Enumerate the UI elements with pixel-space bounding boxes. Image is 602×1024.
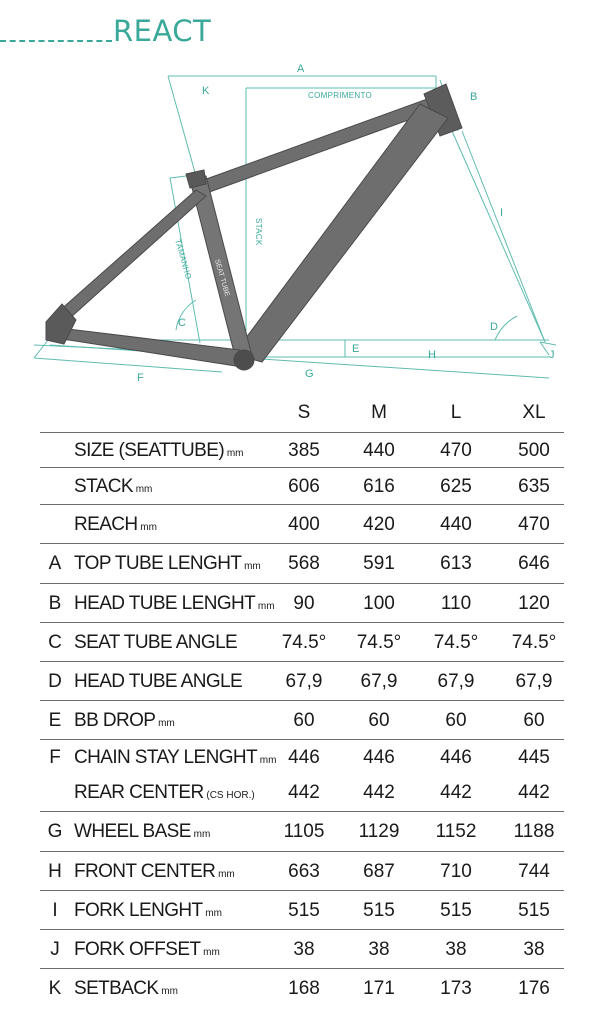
cell-value: 440 (363, 440, 395, 461)
table-row (40, 504, 564, 544)
seat-tube-text: SEAT TUBE (213, 258, 231, 298)
cell-value: 60 (523, 710, 545, 731)
label-i: I (500, 207, 504, 219)
cell-value: 74.5° (281, 632, 327, 653)
table-row (40, 890, 564, 930)
cell-value: 60 (445, 710, 467, 731)
label-d: D (490, 321, 498, 333)
cell-value: 38 (368, 939, 390, 960)
row-label-text: HEAD TUBE LENGHT (74, 593, 256, 614)
row-label-text: FORK LENGHT (74, 900, 203, 921)
label-e: E (352, 343, 360, 355)
cell-value: 74.5° (511, 632, 557, 653)
row-label-text: HEAD TUBE ANGLE (74, 671, 243, 692)
table-row (40, 543, 564, 584)
size-header-m: M (371, 402, 387, 423)
row-label (74, 662, 242, 704)
table-row (40, 811, 564, 852)
cell-value: 168 (288, 978, 320, 999)
cell-value: 385 (288, 440, 320, 461)
cell-value: 67,9 (437, 671, 475, 692)
row-label (74, 891, 222, 933)
cell-value: 591 (363, 553, 395, 574)
dimension-line-f (34, 358, 222, 372)
label-a: A (297, 63, 305, 75)
row-letter: D (48, 671, 62, 692)
row-unit: mm (224, 448, 244, 459)
cell-value: 446 (440, 747, 472, 768)
cell-value: 635 (518, 476, 550, 497)
row-letter: C (48, 632, 62, 653)
cell-value: 120 (518, 593, 550, 614)
row-unit: mm (132, 484, 153, 495)
row-label (74, 812, 210, 855)
cell-value: 442 (363, 782, 395, 803)
label-comprimento: COMPRIMENTO (308, 91, 373, 100)
cell-value: 100 (363, 593, 395, 614)
table-row (40, 774, 564, 811)
row-unit: mm (158, 986, 178, 997)
cell-value: 38 (445, 939, 467, 960)
label-h: H (428, 349, 436, 361)
size-header-s: S (297, 402, 311, 423)
cell-value: 442 (288, 782, 320, 803)
bottom-bracket (234, 350, 254, 370)
row-label-text: FRONT CENTER (74, 861, 216, 882)
cell-value: 442 (518, 782, 550, 803)
label-k: K (202, 85, 210, 97)
cell-value: 440 (440, 514, 472, 535)
cell-value: 515 (440, 900, 472, 921)
row-label (74, 969, 178, 1012)
cell-value: 38 (293, 939, 315, 960)
cell-value: 400 (288, 514, 320, 535)
row-label (74, 584, 275, 626)
row-unit: mm (241, 561, 261, 572)
size-header-l: L (450, 402, 462, 423)
cell-value: 744 (518, 861, 550, 882)
row-letter: B (48, 593, 62, 614)
cell-value: 67,9 (515, 671, 553, 692)
label-g: G (305, 368, 314, 380)
row-letter: K (48, 978, 62, 999)
row-label-text: FORK OFFSET (74, 939, 201, 960)
head-angle-arc-d (495, 316, 517, 340)
row-unit: mm (257, 755, 277, 766)
cell-value: 1188 (513, 821, 555, 842)
cell-value: 515 (518, 900, 550, 921)
row-unit: mm (200, 947, 220, 958)
table-row (40, 968, 564, 1009)
row-unit: mm (215, 869, 235, 880)
cell-value: 173 (440, 978, 472, 999)
table-row (40, 739, 564, 775)
cell-value: 60 (368, 710, 390, 731)
cell-value: 470 (440, 440, 472, 461)
row-label (74, 544, 261, 587)
size-header-xl: XL (522, 402, 546, 423)
cell-value: 500 (518, 440, 550, 461)
label-j: J (549, 349, 555, 361)
cell-value: 606 (288, 476, 320, 497)
label-f: F (137, 372, 144, 384)
cell-value: 446 (363, 747, 395, 768)
row-label-text: TOP TUBE LENGHT (74, 553, 242, 574)
cell-value: 171 (363, 978, 395, 999)
label-tamanho: TAMANHO (173, 238, 194, 281)
cell-value: 1105 (283, 821, 325, 842)
row-label (74, 623, 237, 665)
row-label-text: STACK (74, 476, 133, 497)
row-letter: H (48, 861, 62, 882)
row-unit: mm (255, 601, 275, 612)
cell-value: 687 (363, 861, 395, 882)
page-title: REACT (113, 14, 212, 48)
dimension-line-j (540, 342, 556, 345)
cell-value: 67,9 (285, 671, 323, 692)
cell-value: 74.5° (356, 632, 402, 653)
row-letter: E (48, 710, 62, 731)
cell-value: 90 (293, 593, 315, 614)
cell-value: 442 (440, 782, 472, 803)
cell-value: 38 (523, 939, 545, 960)
row-label (74, 433, 244, 471)
cell-value: 710 (440, 861, 472, 882)
row-label (74, 740, 276, 778)
cell-value: 663 (288, 861, 320, 882)
label-c: C (178, 317, 186, 329)
label-b: B (470, 91, 478, 103)
dimension-line-i (462, 131, 545, 342)
row-label (74, 701, 175, 743)
cell-value: 1152 (435, 821, 477, 842)
cell-value: 470 (518, 514, 550, 535)
cell-value: 60 (293, 710, 315, 731)
row-letter: G (47, 821, 63, 842)
row-label-text: BB DROP (74, 710, 156, 731)
cell-value: 1129 (358, 821, 400, 842)
row-letter: J (50, 939, 60, 960)
row-label-text: REACH (74, 514, 138, 535)
row-unit: mm (155, 718, 175, 729)
cell-value: 613 (440, 553, 472, 574)
dimension-line-g (50, 345, 549, 378)
table-row (40, 583, 564, 623)
frame-geometry-diagram (0, 50, 602, 390)
row-unit: mm (137, 522, 157, 533)
row-label (74, 774, 255, 814)
row-unit: mm (202, 908, 222, 919)
cell-value: 515 (363, 900, 395, 921)
table-row (40, 929, 564, 969)
cell-value: 646 (518, 553, 550, 574)
row-label-text: REAR CENTER (74, 782, 204, 803)
cell-value: 625 (440, 476, 472, 497)
table-row (40, 851, 564, 891)
row-label-text: WHEEL BASE (74, 821, 191, 842)
table-row (40, 661, 564, 701)
row-unit: mm (190, 829, 211, 840)
cell-value: 67,9 (360, 671, 398, 692)
row-label (74, 505, 157, 547)
cell-value: 446 (288, 747, 320, 768)
table-row (40, 622, 564, 662)
row-label-text: SETBACK (74, 978, 159, 999)
cell-value: 616 (363, 476, 395, 497)
row-label (74, 930, 220, 972)
cell-value: 74.5° (433, 632, 479, 653)
row-letter: A (48, 553, 62, 574)
bike-frame (46, 84, 462, 370)
measurement-lines (34, 76, 556, 378)
row-label-text: SIZE (SEATTUBE) (74, 440, 225, 461)
row-unit: (CS HOR.) (203, 790, 255, 801)
row-letter: F (49, 747, 61, 768)
cell-value: 176 (518, 978, 550, 999)
cell-value: 515 (288, 900, 320, 921)
row-label-text: CHAIN STAY LENGHT (74, 747, 258, 768)
row-letter: I (52, 900, 58, 921)
row-label (74, 468, 152, 508)
cell-value: 110 (440, 593, 472, 614)
header-dashed-line (0, 40, 112, 42)
table-row (40, 432, 564, 468)
cell-value: 420 (363, 514, 395, 535)
table-row (40, 700, 564, 740)
page-header (0, 14, 260, 48)
cell-value: 445 (518, 747, 550, 768)
label-stack: STACK (254, 218, 263, 246)
table-row (40, 467, 564, 505)
row-label-text: SEAT TUBE ANGLE (74, 632, 238, 653)
cell-value: 568 (288, 553, 320, 574)
row-label (74, 852, 235, 894)
